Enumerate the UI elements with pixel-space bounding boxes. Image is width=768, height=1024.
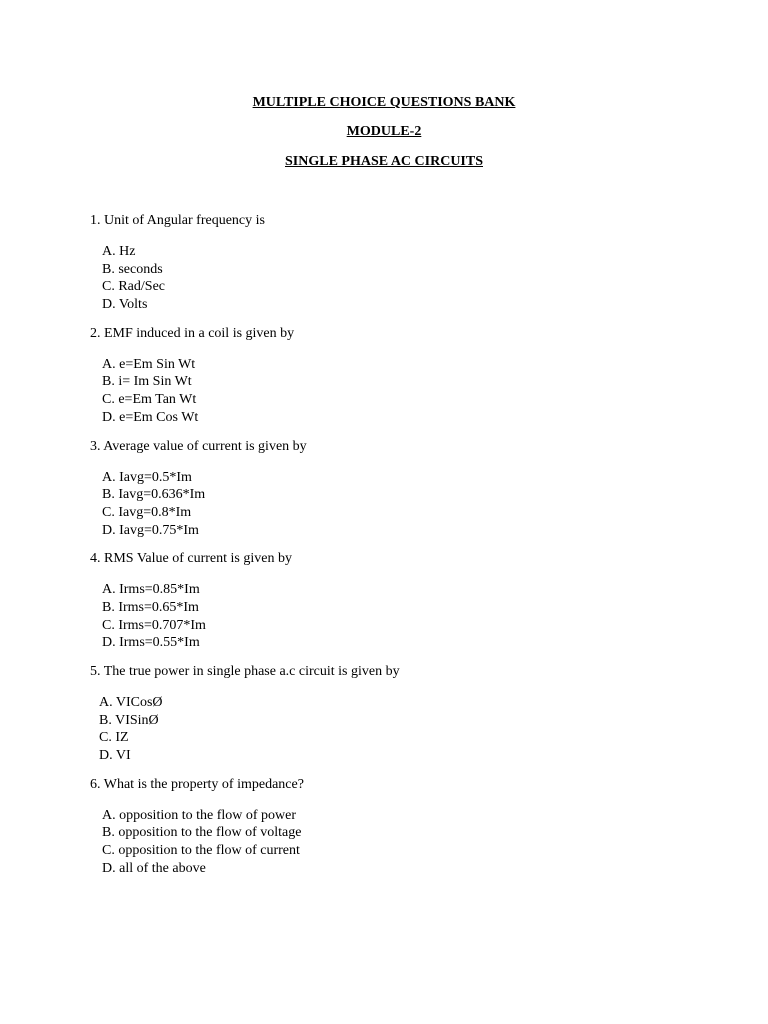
option-c: C. opposition to the flow of current [102, 843, 300, 859]
option-a: A. Hz [102, 244, 136, 259]
option-d: D. Volts [102, 297, 148, 313]
option-d: D. Iavg=0.75*Im [102, 522, 199, 538]
question-text: 1. Unit of Angular frequency is [90, 213, 265, 228]
option-b: B. Irms=0.65*Im [102, 599, 199, 615]
option-list [90, 581, 730, 652]
question-text: 5. The true power in single phase a.c circuit is given by [90, 664, 400, 679]
question-3 [90, 439, 730, 540]
option-c: C. e=Em Tan Wt [102, 392, 197, 408]
option-list [90, 243, 730, 314]
option-b: B. opposition to the flow of voltage [102, 825, 302, 841]
question-5 [90, 664, 730, 765]
option-c: C. IZ [99, 730, 129, 746]
option-list [90, 469, 730, 540]
option-list [90, 694, 730, 765]
option-d: D. e=Em Cos Wt [102, 409, 199, 425]
option-list [90, 807, 730, 878]
subject-heading: SINGLE PHASE AC CIRCUITS [285, 154, 483, 169]
question-4 [90, 551, 730, 652]
option-c: C. Iavg=0.8*Im [102, 504, 192, 520]
question-2 [90, 326, 730, 427]
question-text: 6. What is the property of impedance? [90, 776, 304, 792]
option-d: D. all of the above [102, 860, 206, 876]
option-d: D. VI [99, 748, 131, 764]
option-b: B. VISinØ [99, 712, 159, 728]
option-a: A. VICosØ [99, 695, 163, 710]
document-title: MULTIPLE CHOICE QUESTIONS BANK [252, 95, 516, 110]
option-c: C. Rad/Sec [102, 279, 165, 295]
question-1 [90, 213, 730, 314]
option-a: A. Iavg=0.5*Im [102, 469, 192, 485]
option-b: B. Iavg=0.636*Im [102, 487, 206, 503]
question-text: 3. Average value of current is given by [90, 438, 307, 454]
option-d: D. Irms=0.55*Im [102, 635, 200, 651]
option-c: C. Irms=0.707*Im [102, 617, 206, 633]
option-b: B. seconds [102, 261, 163, 277]
option-a: A. opposition to the flow of power [102, 807, 297, 823]
module-heading: MODULE-2 [346, 124, 422, 139]
question-6 [90, 777, 730, 878]
question-text: 4. RMS Value of current is given by [90, 551, 292, 567]
question-text: 2. EMF induced in a coil is given by [90, 325, 295, 341]
option-list [90, 356, 730, 427]
option-a: A. e=Em Sin Wt [102, 356, 196, 372]
option-a: A. Irms=0.85*Im [102, 582, 200, 598]
question-list [90, 213, 730, 878]
option-b: B. i= Im Sin Wt [102, 374, 192, 390]
